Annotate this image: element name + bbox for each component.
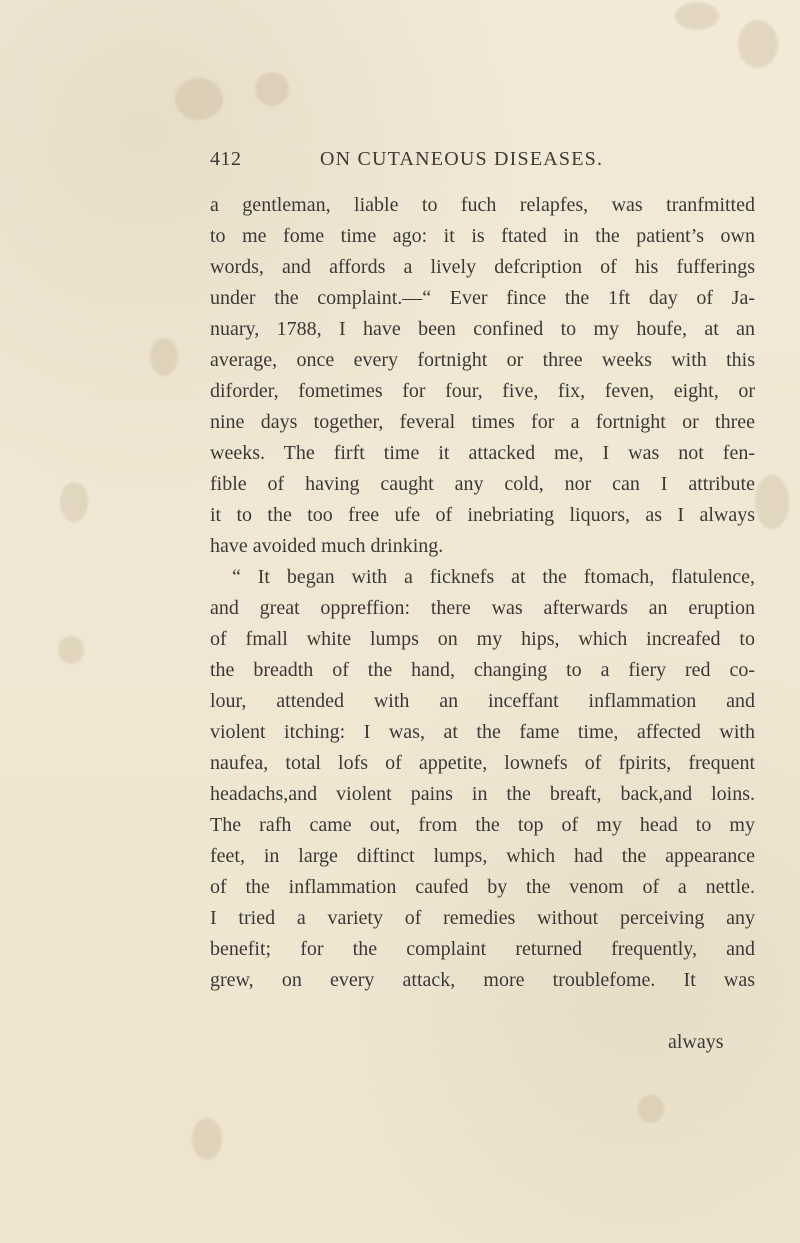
text-line: “ It began with a ficknefs at the ftomach, flatulence, — [232, 566, 755, 588]
text-line: fible of having caught any cold, nor can I attribute — [210, 473, 755, 495]
text-line: of fmall white lumps on my hips, which increafed to — [210, 628, 755, 650]
text-line: average, once every fortnight or three weeks with this — [210, 349, 755, 371]
text-line: of the inflammation caufed by the venom of a nettle. — [210, 876, 755, 898]
text-line: The rafh came out, from the top of my head to my — [210, 814, 755, 836]
foxing-stain — [675, 2, 719, 30]
text-line: lour, attended with an inceffant inflammation and — [210, 690, 755, 712]
text-line: have avoided much drinking. — [210, 535, 444, 557]
text-line: grew, on every attack, more troublefome. It was — [210, 969, 755, 991]
text-line: naufea, total lofs of appetite, lownefs of fpirits, frequent — [210, 752, 755, 774]
text-line: diforder, fometimes for four, five, fix, feven, eight, or — [210, 380, 755, 402]
running-head: ON CUTANEOUS DISEASES. — [320, 148, 604, 170]
page-header — [210, 148, 755, 180]
text-line: violent itching: I was, at the fame time, affected with — [210, 721, 755, 743]
foxing-stain — [755, 475, 789, 529]
page-number: 412 — [210, 148, 242, 170]
foxing-stain — [58, 636, 84, 664]
foxing-stain — [175, 78, 223, 120]
foxing-stain — [738, 20, 778, 68]
foxing-stain — [60, 482, 88, 522]
text-line: under the complaint.—“ Ever fince the 1ft day of Ja- — [210, 287, 755, 309]
text-line: weeks. The firft time it attacked me, I was not fen- — [210, 442, 755, 464]
text-line: to me fome time ago: it is ftated in the patient’s own — [210, 225, 755, 247]
text-line: headachs,and violent pains in the breaft, back,and loins. — [210, 783, 755, 805]
text-line: words, and affords a lively defcription of his fufferings — [210, 256, 755, 278]
foxing-stain — [150, 338, 178, 376]
body-text — [210, 190, 755, 996]
text-line: it to the too free ufe of inebriating liquors, as I always — [210, 504, 755, 526]
foxing-stain — [255, 72, 289, 106]
text-line: feet, in large diftinct lumps, which had the appearance — [210, 845, 755, 867]
text-line: benefit; for the complaint returned frequently, and — [210, 938, 755, 960]
foxing-stain — [638, 1095, 664, 1123]
text-line: nine days together, feveral times for a fortnight or three — [210, 411, 755, 433]
text-line: the breadth of the hand, changing to a fiery red co- — [210, 659, 755, 681]
catchword: always — [668, 1031, 724, 1053]
foxing-stain — [192, 1118, 222, 1160]
text-line: and great oppreffion: there was afterwards an eruption — [210, 597, 755, 619]
text-line: I tried a variety of remedies without perceiving any — [210, 907, 755, 929]
text-line: a gentleman, liable to fuch relapfes, was tranfmitted — [210, 194, 755, 216]
text-line: nuary, 1788, I have been confined to my houfe, at an — [210, 318, 755, 340]
